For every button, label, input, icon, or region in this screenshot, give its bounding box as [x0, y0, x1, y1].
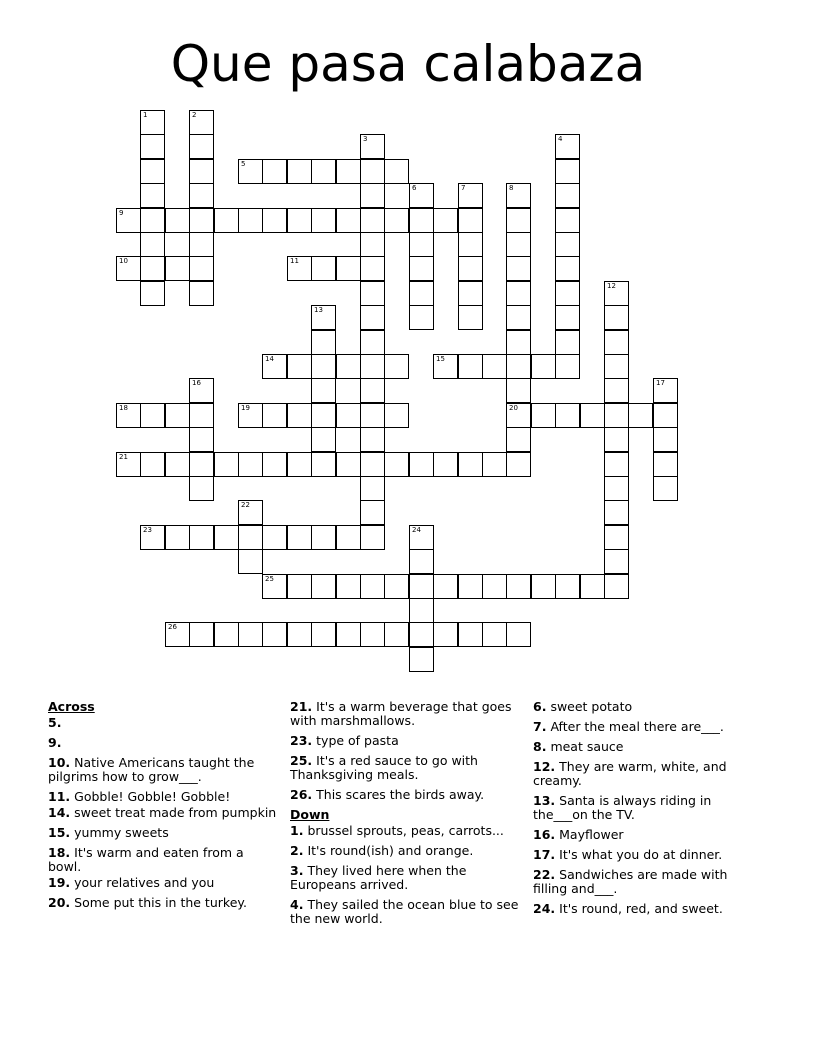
- grid-cell[interactable]: [506, 403, 531, 428]
- grid-cell[interactable]: [506, 281, 531, 306]
- grid-cell[interactable]: [336, 525, 361, 550]
- grid-cell[interactable]: [506, 208, 531, 233]
- grid-cell[interactable]: [262, 574, 287, 599]
- grid-cell[interactable]: [311, 208, 336, 233]
- grid-cell[interactable]: [506, 378, 531, 403]
- clue-down-1: 1. brussel sprouts, peas, carrots...: [290, 823, 504, 838]
- cell-number: 26: [168, 623, 177, 631]
- grid-cell[interactable]: [409, 183, 434, 208]
- grid-cell[interactable]: [458, 452, 483, 477]
- grid-cell[interactable]: [165, 452, 190, 477]
- grid-cell[interactable]: [189, 183, 214, 208]
- grid-cell[interactable]: [482, 574, 507, 599]
- grid-cell[interactable]: [140, 134, 165, 159]
- grid-cell[interactable]: [238, 403, 263, 428]
- clue-down-16: 16. Mayflower: [533, 827, 624, 842]
- cell-number: 2: [192, 111, 197, 119]
- grid-cell[interactable]: [311, 330, 336, 355]
- grid-cell[interactable]: [360, 354, 385, 379]
- grid-cell[interactable]: [409, 452, 434, 477]
- grid-cell[interactable]: [409, 549, 434, 574]
- grid-cell[interactable]: [604, 281, 629, 306]
- clue-down-8: 8. meat sauce: [533, 739, 624, 754]
- grid-cell[interactable]: [336, 159, 361, 184]
- grid-cell[interactable]: [311, 452, 336, 477]
- grid-cell[interactable]: [189, 452, 214, 477]
- grid-cell[interactable]: [531, 354, 556, 379]
- grid-cell[interactable]: [360, 574, 385, 599]
- grid-cell[interactable]: [311, 378, 336, 403]
- clue-column-3: [533, 700, 765, 922]
- cell-number: 6: [412, 184, 417, 192]
- grid-cell[interactable]: [360, 452, 385, 477]
- grid-cell[interactable]: [336, 403, 361, 428]
- cell-number: 18: [119, 404, 128, 412]
- grid-cell[interactable]: [238, 452, 263, 477]
- grid-cell[interactable]: [238, 159, 263, 184]
- grid-cell[interactable]: [628, 403, 653, 428]
- grid-cell[interactable]: [555, 574, 580, 599]
- grid-cell[interactable]: [360, 330, 385, 355]
- grid-cell[interactable]: [336, 208, 361, 233]
- grid-cell[interactable]: [409, 647, 434, 672]
- grid-cell[interactable]: [604, 549, 629, 574]
- clue-across-15: 15. yummy sweets: [48, 825, 169, 840]
- grid-cell[interactable]: [458, 574, 483, 599]
- grid-cell[interactable]: [604, 354, 629, 379]
- grid-cell[interactable]: [555, 208, 580, 233]
- grid-cell[interactable]: [238, 500, 263, 525]
- grid-cell[interactable]: [189, 525, 214, 550]
- grid-cell[interactable]: [116, 208, 141, 233]
- grid-cell[interactable]: [165, 256, 190, 281]
- grid-cell[interactable]: [653, 452, 678, 477]
- grid-cell[interactable]: [409, 281, 434, 306]
- grid-cell[interactable]: [384, 159, 409, 184]
- grid-cell[interactable]: [165, 403, 190, 428]
- clue-column-1: [48, 700, 280, 916]
- grid-cell[interactable]: [189, 256, 214, 281]
- grid-cell[interactable]: [360, 159, 385, 184]
- clue-across-23: 23. type of pasta: [290, 733, 399, 748]
- grid-cell[interactable]: [458, 256, 483, 281]
- grid-cell[interactable]: [433, 452, 458, 477]
- grid-cell[interactable]: [506, 183, 531, 208]
- grid-cell[interactable]: [482, 622, 507, 647]
- grid-cell[interactable]: [287, 208, 312, 233]
- grid-cell[interactable]: [360, 378, 385, 403]
- grid-cell[interactable]: [116, 256, 141, 281]
- grid-cell[interactable]: [653, 403, 678, 428]
- clue-across-20: 20. Some put this in the turkey.: [48, 895, 247, 910]
- grid-cell[interactable]: [506, 574, 531, 599]
- clue-down-24: 24. It's round, red, and sweet.: [533, 901, 723, 916]
- grid-cell[interactable]: [506, 622, 531, 647]
- grid-cell[interactable]: [336, 574, 361, 599]
- clue-down-2: 2. It's round(ish) and orange.: [290, 843, 474, 858]
- grid-cell[interactable]: [580, 574, 605, 599]
- grid-cell[interactable]: [555, 232, 580, 257]
- grid-cell[interactable]: [482, 354, 507, 379]
- grid-cell[interactable]: [433, 574, 458, 599]
- grid-cell[interactable]: [311, 525, 336, 550]
- grid-cell[interactable]: [311, 159, 336, 184]
- grid-cell[interactable]: [555, 281, 580, 306]
- grid-cell[interactable]: [311, 622, 336, 647]
- grid-cell[interactable]: [458, 183, 483, 208]
- grid-cell[interactable]: [189, 208, 214, 233]
- grid-cell[interactable]: [360, 476, 385, 501]
- grid-cell[interactable]: [409, 232, 434, 257]
- grid-cell[interactable]: [409, 208, 434, 233]
- grid-cell[interactable]: [262, 622, 287, 647]
- clue-across-19: 19. your relatives and you: [48, 875, 215, 890]
- grid-cell[interactable]: [165, 208, 190, 233]
- grid-cell[interactable]: [287, 256, 312, 281]
- cell-number: 17: [656, 379, 665, 387]
- grid-cell[interactable]: [116, 452, 141, 477]
- clue-down-6: 6. sweet potato: [533, 699, 633, 714]
- cell-number: 7: [461, 184, 466, 192]
- clue-across-21: 21. It's a warm beverage that goes with marshmallows.: [290, 699, 512, 728]
- grid-cell[interactable]: [287, 574, 312, 599]
- grid-cell[interactable]: [360, 403, 385, 428]
- grid-cell[interactable]: [506, 256, 531, 281]
- grid-cell[interactable]: [287, 622, 312, 647]
- clue-down-22: 22. Sandwiches are made with filling and___.: [533, 867, 728, 896]
- grid-cell[interactable]: [165, 622, 190, 647]
- grid-cell[interactable]: [214, 452, 239, 477]
- grid-cell[interactable]: [140, 256, 165, 281]
- grid-cell[interactable]: [409, 598, 434, 623]
- grid-cell[interactable]: [506, 354, 531, 379]
- grid-cell[interactable]: [384, 403, 409, 428]
- grid-cell[interactable]: [555, 354, 580, 379]
- grid-cell[interactable]: [458, 232, 483, 257]
- grid-cell[interactable]: [531, 403, 556, 428]
- down-heading: Down: [290, 807, 330, 822]
- grid-cell[interactable]: [140, 110, 165, 135]
- cell-number: 16: [192, 379, 201, 387]
- grid-cell[interactable]: [287, 159, 312, 184]
- grid-cell[interactable]: [482, 452, 507, 477]
- grid-cell[interactable]: [287, 403, 312, 428]
- grid-cell[interactable]: [262, 208, 287, 233]
- grid-cell[interactable]: [604, 427, 629, 452]
- grid-cell[interactable]: [384, 208, 409, 233]
- grid-cell[interactable]: [409, 574, 434, 599]
- grid-cell[interactable]: [238, 549, 263, 574]
- clue-across-14: 14. sweet treat made from pumpkin: [48, 805, 277, 820]
- grid-cell[interactable]: [555, 403, 580, 428]
- grid-cell[interactable]: [384, 574, 409, 599]
- grid-cell[interactable]: [360, 134, 385, 159]
- grid-cell[interactable]: [116, 403, 141, 428]
- cell-number: 3: [363, 135, 368, 143]
- grid-cell[interactable]: [311, 256, 336, 281]
- grid-cell[interactable]: [140, 159, 165, 184]
- grid-cell[interactable]: [531, 574, 556, 599]
- cell-number: 13: [314, 306, 323, 314]
- grid-cell[interactable]: [287, 525, 312, 550]
- grid-cell[interactable]: [555, 305, 580, 330]
- grid-cell[interactable]: [336, 256, 361, 281]
- grid-cell[interactable]: [287, 452, 312, 477]
- grid-cell[interactable]: [360, 208, 385, 233]
- grid-cell[interactable]: [336, 622, 361, 647]
- grid-cell[interactable]: [409, 622, 434, 647]
- clue-down-7: 7. After the meal there are___.: [533, 719, 724, 734]
- grid-cell[interactable]: [214, 208, 239, 233]
- grid-cell[interactable]: [238, 208, 263, 233]
- cell-number: 11: [290, 257, 299, 265]
- grid-cell[interactable]: [140, 183, 165, 208]
- cell-number: 1: [143, 111, 148, 119]
- grid-cell[interactable]: [360, 256, 385, 281]
- grid-cell[interactable]: [604, 378, 629, 403]
- grid-cell[interactable]: [604, 305, 629, 330]
- grid-cell[interactable]: [458, 281, 483, 306]
- grid-cell[interactable]: [140, 281, 165, 306]
- grid-cell[interactable]: [653, 378, 678, 403]
- grid-cell[interactable]: [506, 305, 531, 330]
- grid-cell[interactable]: [506, 330, 531, 355]
- grid-cell[interactable]: [360, 427, 385, 452]
- grid-cell[interactable]: [555, 159, 580, 184]
- clue-down-4: 4. They sailed the ocean blue to see the new world.: [290, 897, 519, 926]
- grid-cell[interactable]: [433, 354, 458, 379]
- grid-cell[interactable]: [604, 574, 629, 599]
- clue-across-11: 11. Gobble! Gobble! Gobble!: [48, 789, 231, 804]
- grid-cell[interactable]: [360, 525, 385, 550]
- cell-number: 20: [509, 404, 518, 412]
- grid-cell[interactable]: [189, 476, 214, 501]
- grid-cell[interactable]: [189, 281, 214, 306]
- grid-cell[interactable]: [189, 232, 214, 257]
- grid-cell[interactable]: [506, 427, 531, 452]
- grid-cell[interactable]: [604, 330, 629, 355]
- grid-cell[interactable]: [360, 281, 385, 306]
- cell-number: 12: [607, 282, 616, 290]
- grid-cell[interactable]: [604, 500, 629, 525]
- grid-cell[interactable]: [311, 574, 336, 599]
- cell-number: 23: [143, 526, 152, 534]
- clue-across-18: 18. It's warm and eaten from a bowl.: [48, 845, 244, 874]
- clue-down-3: 3. They lived here when the Europeans arrived.: [290, 863, 467, 892]
- grid-cell[interactable]: [433, 622, 458, 647]
- grid-cell[interactable]: [262, 525, 287, 550]
- grid-cell[interactable]: [189, 403, 214, 428]
- grid-cell[interactable]: [360, 232, 385, 257]
- grid-cell[interactable]: [336, 452, 361, 477]
- grid-cell[interactable]: [409, 256, 434, 281]
- cell-number: 22: [241, 501, 250, 509]
- cell-number: 24: [412, 526, 421, 534]
- grid-cell[interactable]: [238, 622, 263, 647]
- grid-cell[interactable]: [214, 622, 239, 647]
- grid-cell[interactable]: [311, 403, 336, 428]
- clue-down-13: 13. Santa is always riding in the___on the TV.: [533, 793, 712, 822]
- grid-cell[interactable]: [140, 403, 165, 428]
- cell-number: 14: [265, 355, 274, 363]
- grid-cell[interactable]: [555, 183, 580, 208]
- grid-cell[interactable]: [311, 305, 336, 330]
- grid-cell[interactable]: [458, 305, 483, 330]
- grid-cell[interactable]: [604, 452, 629, 477]
- grid-cell[interactable]: [311, 354, 336, 379]
- grid-cell[interactable]: [555, 256, 580, 281]
- grid-cell[interactable]: [506, 232, 531, 257]
- grid-cell[interactable]: [189, 427, 214, 452]
- clue-across-5: 5.: [48, 715, 62, 730]
- grid-cell[interactable]: [287, 354, 312, 379]
- cell-number: 5: [241, 160, 246, 168]
- clue-across-26: 26. This scares the birds away.: [290, 787, 485, 802]
- grid-cell[interactable]: [555, 330, 580, 355]
- grid-cell[interactable]: [604, 403, 629, 428]
- cell-number: 9: [119, 209, 124, 217]
- grid-cell[interactable]: [238, 525, 263, 550]
- clue-down-17: 17. It's what you do at dinner.: [533, 847, 723, 862]
- clue-column-2: [290, 700, 522, 932]
- grid-cell[interactable]: [555, 134, 580, 159]
- cell-number: 10: [119, 257, 128, 265]
- grid-cell[interactable]: [140, 525, 165, 550]
- cell-number: 8: [509, 184, 514, 192]
- grid-cell[interactable]: [409, 525, 434, 550]
- grid-cell[interactable]: [433, 208, 458, 233]
- grid-cell[interactable]: [262, 403, 287, 428]
- cell-number: 15: [436, 355, 445, 363]
- grid-cell[interactable]: [653, 427, 678, 452]
- grid-cell[interactable]: [214, 525, 239, 550]
- grid-cell[interactable]: [384, 622, 409, 647]
- cell-number: 19: [241, 404, 250, 412]
- grid-cell[interactable]: [653, 476, 678, 501]
- grid-cell[interactable]: [506, 452, 531, 477]
- grid-cell[interactable]: [140, 452, 165, 477]
- grid-cell[interactable]: [262, 159, 287, 184]
- grid-cell[interactable]: [580, 403, 605, 428]
- grid-cell[interactable]: [140, 232, 165, 257]
- grid-cell[interactable]: [189, 378, 214, 403]
- grid-cell[interactable]: [262, 354, 287, 379]
- grid-cell[interactable]: [360, 622, 385, 647]
- grid-cell[interactable]: [189, 134, 214, 159]
- grid-cell[interactable]: [189, 159, 214, 184]
- grid-cell[interactable]: [336, 354, 361, 379]
- clue-across-9: 9.: [48, 735, 62, 750]
- grid-cell[interactable]: [311, 427, 336, 452]
- clue-down-12: 12. They are warm, white, and creamy.: [533, 759, 727, 788]
- clue-across-25: 25. It's a red sauce to go with Thanksgiving meals.: [290, 753, 478, 782]
- grid-cell[interactable]: [458, 622, 483, 647]
- grid-cell[interactable]: [165, 525, 190, 550]
- cell-number: 4: [558, 135, 563, 143]
- grid-cell[interactable]: [409, 305, 434, 330]
- grid-cell[interactable]: [360, 183, 385, 208]
- grid-cell[interactable]: [384, 452, 409, 477]
- grid-cell[interactable]: [604, 476, 629, 501]
- grid-cell[interactable]: [604, 525, 629, 550]
- across-heading: Across: [48, 699, 95, 714]
- grid-cell[interactable]: [189, 622, 214, 647]
- grid-cell[interactable]: [458, 354, 483, 379]
- grid-cell[interactable]: [360, 500, 385, 525]
- grid-cell[interactable]: [360, 305, 385, 330]
- cell-number: 25: [265, 575, 274, 583]
- cell-number: 21: [119, 453, 128, 461]
- grid-cell[interactable]: [384, 354, 409, 379]
- clue-across-10: 10. Native Americans taught the pilgrims how to grow___.: [48, 755, 255, 784]
- grid-cell[interactable]: [189, 110, 214, 135]
- grid-cell[interactable]: [262, 452, 287, 477]
- grid-cell[interactable]: [140, 208, 165, 233]
- puzzle-title: Que pasa calabaza: [170, 35, 646, 93]
- grid-cell[interactable]: [458, 208, 483, 233]
